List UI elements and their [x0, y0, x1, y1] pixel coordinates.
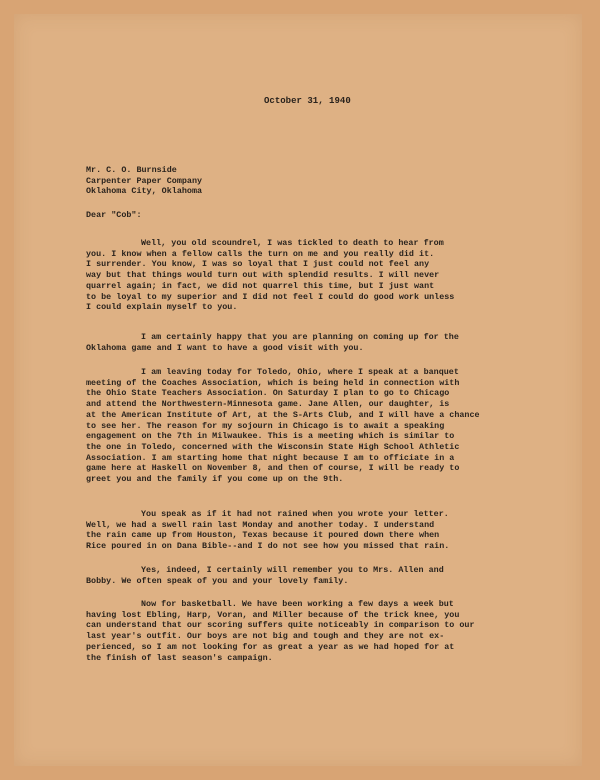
recipient-city: Oklahoma City, Oklahoma — [86, 186, 203, 197]
text-line: the Ohio State Teachers Association. On Saturday I plan to go to Chicago — [86, 388, 450, 399]
text-line: I am certainly happy that you are planning on coming up for the — [141, 332, 459, 342]
text-line: having lost Ebling, Harp, Voran, and Miller because of the trick knee, you — [86, 609, 460, 620]
text-line: can understand that our scoring suffers quite noticeably in comparison to our — [86, 620, 475, 631]
text-line: I surrender. You know, I was so loyal that I just could not feel any — [86, 259, 430, 270]
paragraph-6 — [86, 599, 546, 663]
text-line: Yes, indeed, I certainly will remember you to Mrs. Allen and — [141, 565, 444, 575]
text-line: to see her. The reason for my sojourn in Chicago is to await a speaking — [86, 420, 445, 431]
paragraph-4 — [86, 509, 546, 552]
salutation: Dear "Cob": — [86, 210, 142, 220]
text-line: Now for basketball. We have been working a few days a week but — [141, 599, 454, 609]
text-line: Rice poured in on Dana Bible--and I do not see how you missed that rain. — [86, 541, 450, 552]
text-line: Well, you old scoundrel, I was tickled to death to hear from — [141, 238, 444, 248]
text-line: engagement on the 7th in Milwaukee. This is a meeting which is similar to — [86, 431, 455, 442]
text-line: Association. I am starting home that night because I am to officiate in a — [86, 452, 455, 463]
text-line: to be loyal to my superior and I did not feel I could do good work unless — [86, 291, 455, 302]
text-line: meeting of the Coaches Association, which is being held in connection with — [86, 377, 460, 388]
text-line: quarrel again; in fact, we did not quarrel this time, but I just want — [86, 280, 435, 291]
recipient-name: Mr. C. O. Burnside — [86, 165, 177, 175]
text-line: you. I know when a fellow calls the turn on me and you really did it. — [86, 248, 435, 259]
text-line: at the American Institute of Art, at the S-Arts Club, and I will have a chance — [86, 409, 480, 420]
text-line: the one in Toledo, concerned with the Wisconsin State High School Athletic — [86, 441, 460, 452]
text-line: greet you and the family if you come up on the 9th. — [86, 474, 344, 485]
text-line: game here at Haskell on November 8, and then of course, I will be ready to — [86, 463, 460, 474]
letter-date: October 31, 1940 — [264, 96, 351, 106]
text-line: the finish of last season's campaign. — [86, 652, 273, 663]
paragraph-5 — [86, 565, 546, 586]
text-line: perienced, so I am not looking for as great a year as we had hoped for at — [86, 641, 455, 652]
text-line: and attend the Northwestern-Minnesota game. Jane Allen, our daughter, is — [86, 399, 450, 410]
text-line: the rain came up from Houston, Texas because it poured down there when — [86, 530, 440, 541]
text-line: You speak as if it had not rained when you wrote your letter. — [141, 509, 449, 519]
text-line: Bobby. We often speak of you and your lovely family. — [86, 575, 349, 586]
text-line: Well, we had a swell rain last Monday and another today. I understand — [86, 519, 435, 530]
text-line: Oklahoma game and I want to have a good visit with you. — [86, 342, 364, 353]
recipient-address — [86, 165, 202, 197]
text-line: I am leaving today for Toledo, Ohio, where I speak at a banquet — [141, 367, 459, 377]
paragraph-3 — [86, 367, 546, 485]
paragraph-2 — [86, 332, 546, 353]
text-line: last year's outfit. Our boys are not big and tough and they are not ex- — [86, 631, 445, 642]
paragraph-1 — [86, 238, 546, 313]
recipient-company: Carpenter Paper Company — [86, 175, 203, 186]
text-line: way but that things would turn out with splendid results. I will never — [86, 270, 440, 281]
text-line: I could explain myself to you. — [86, 302, 238, 313]
